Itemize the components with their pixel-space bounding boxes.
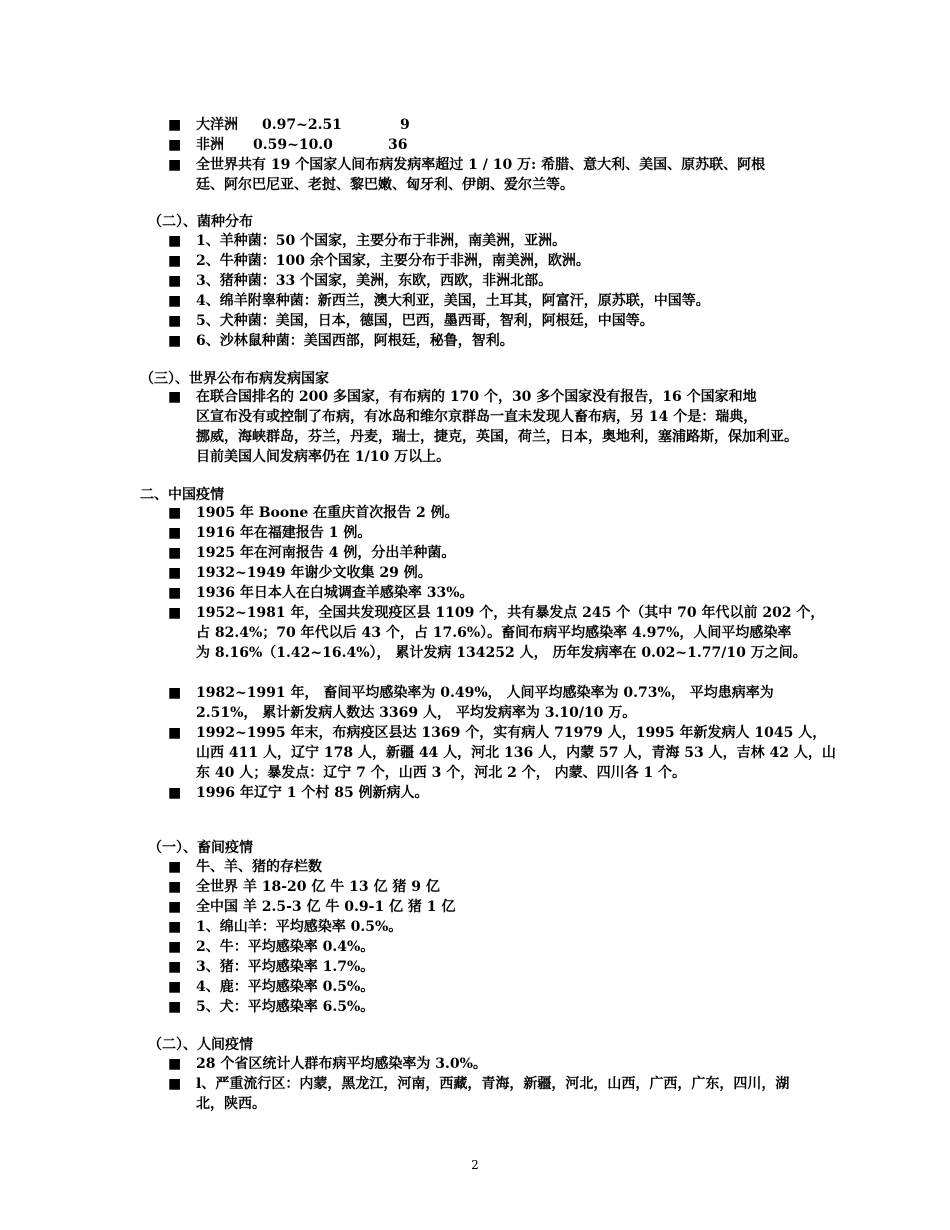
countries-line: 区宣布没有或控制了布病，有冰岛和维尔京群岛一直未发现人畜布病，另 14 个是：瑞典，: [196, 409, 758, 425]
continent-row: [168, 135, 181, 155]
bullet-icon: ■: [168, 157, 182, 173]
continent-range: 0.59~10.0: [253, 137, 333, 153]
china-item-line: 1996 年辽宁 1 个村 85 例新病人。: [196, 785, 429, 801]
bullet-icon: ■: [168, 1076, 182, 1092]
continent-range: 0.97~2.51: [262, 117, 342, 133]
china-item-line: 1982~1991 年， 畜间平均感染率为 0.49%， 人间平均感染率为 0.73%， 平均患病率为: [196, 685, 774, 701]
continent-count: 9: [400, 117, 410, 133]
livestock-item: 2、牛：平均感染率 0.4%。: [196, 939, 375, 955]
bullet-icon: ■: [168, 273, 182, 289]
continent-count: 36: [388, 137, 408, 153]
species-item: 5、犬种菌：美国，日本，德国，巴西，墨西哥，智利，阿根廷，中国等。: [196, 313, 654, 329]
bullet-icon: ■: [168, 525, 182, 541]
section-livestock-title: （一）、畜间疫情: [148, 840, 253, 856]
world-19-line-2: 廷、阿尔巴尼亚、老挝、黎巴嫩、匈牙利、伊朗、爱尔兰等。: [196, 177, 574, 193]
section-species-title: （二）、菌种分布: [148, 214, 253, 230]
bullet-icon: ■: [168, 605, 182, 621]
bullet-icon: ■: [168, 505, 182, 521]
page-number: 2: [471, 1158, 479, 1172]
bullet-icon: ■: [168, 293, 182, 309]
livestock-item: 全中国 羊 2.5-3 亿 牛 0.9-1 亿 猪 1 亿: [196, 899, 456, 915]
china-item-line: 1992~1995 年末，布病疫区县达 1369 个，实有病人 71979 人，1995 年新发病人 1045 人，: [196, 725, 827, 741]
china-item-line: 东 40 人；暴发点：辽宁 7 个，山西 3 个，河北 2 个， 内蒙、四川各 1 个。: [196, 765, 687, 781]
china-item-line: 占 82.4%；70 年代以后 43 个，占 17.6%）。畜间布病平均感染率 4.97%，人间平均感染率: [196, 625, 792, 641]
bullet-icon: ■: [168, 233, 182, 249]
section-human-title: （二）、人间疫情: [148, 1037, 253, 1053]
livestock-item: 3、猪：平均感染率 1.7%。: [196, 959, 375, 975]
bullet-icon: ■: [168, 919, 182, 935]
human-item-line: 北，陕西。: [196, 1096, 266, 1112]
world-19-line-1: 全世界共有 19 个国家人间布病发病率超过 1 / 10 万: 希腊、意大利、美国、原苏联、阿根: [196, 157, 766, 173]
bullet-icon: ■: [168, 899, 182, 915]
bullet-icon: ■: [168, 959, 182, 975]
species-item: 2、牛种菌：100 余个国家，主要分布于非洲，南美洲，欧洲。: [196, 253, 590, 269]
bullet-icon: ■: [168, 253, 182, 269]
china-item-line: 1925 年在河南报告 4 例，分出羊种菌。: [196, 545, 456, 561]
section-china-title: 二、中国疫情: [140, 487, 224, 503]
continent-row: [168, 115, 181, 135]
bullet-icon: ■: [168, 313, 182, 329]
bullet-icon: ■: [168, 389, 182, 405]
bullet-icon: ■: [168, 879, 182, 895]
countries-line: 在联合国排名的 200 多国家，有布病的 170 个，30 多个国家没有报告，16 个国家和地: [196, 389, 757, 405]
bullet-icon: ■: [168, 685, 182, 701]
human-item-line: 28 个省区统计人群布病平均感染率为 3.0%。: [196, 1056, 487, 1072]
bullet-icon: ■: [168, 999, 182, 1015]
bullet-icon: ■: [168, 785, 182, 801]
china-item-line: 1952~1981 年，全国共发现疫区县 1109 个，共有暴发点 245 个（其中 70 年代以前 202 个，: [196, 605, 825, 621]
china-item-line: 1905 年 Boone 在重庆首次报告 2 例。: [196, 505, 459, 521]
livestock-item: 全世界 羊 18-20 亿 牛 13 亿 猪 9 亿: [196, 879, 440, 895]
china-item-line: 1916 年在福建报告 1 例。: [196, 525, 372, 541]
bullet-icon: ■: [168, 1056, 182, 1072]
china-item-line: 山西 411 人，辽宁 178 人，新疆 44 人，河北 136 人，内蒙 57 人，青海 53 人，吉林 42 人，山: [196, 745, 836, 761]
bullet-icon: ■: [168, 333, 182, 349]
countries-line: 挪威，海峡群岛，芬兰，丹麦，瑞士，捷克，英国，荷兰，日本，奥地利，塞浦路斯，保加利亚。: [196, 429, 798, 445]
livestock-item: 4、鹿：平均感染率 0.5%。: [196, 979, 375, 995]
china-item-line: 1932~1949 年谢少文收集 29 例。: [196, 565, 432, 581]
species-item: 3、猪种菌：33 个国家，美洲，东欧，西欧，非洲北部。: [196, 273, 553, 289]
china-item-line: 为 8.16%（1.42~16.4%）， 累计发病 134252 人， 历年发病率在 0.02~1.77/10 万之间。: [196, 645, 807, 661]
section-countries-title: （三）、世界公布布病发病国家: [140, 371, 329, 387]
countries-line: 目前美国人间发病率仍在 1/10 万以上。: [196, 449, 451, 465]
bullet-icon: ■: [168, 859, 182, 875]
china-item-line: 1936 年日本人在白城调查羊感染率 33%。: [196, 585, 474, 601]
bullet-icon: ■: [168, 585, 182, 601]
species-item: 4、绵羊附睾种菌：新西兰，澳大利亚，美国，土耳其，阿富汗，原苏联，中国等。: [196, 293, 710, 309]
species-item: 1、羊种菌：50 个国家，主要分布于非洲，南美洲，亚洲。: [196, 233, 567, 249]
livestock-item: 牛、羊、猪的存栏数: [196, 859, 322, 875]
bullet-icon: ■: [168, 725, 182, 741]
bullet-icon: ■: [168, 545, 182, 561]
species-item: 6、沙林鼠种菌：美国西部，阿根廷，秘鲁，智利。: [196, 333, 514, 349]
bullet-icon: ■: [168, 117, 182, 133]
bullet-icon: ■: [168, 939, 182, 955]
continent-name: 大洋洲: [196, 117, 238, 133]
livestock-item: 5、犬：平均感染率 6.5%。: [196, 999, 375, 1015]
human-item-line: l、严重流行区：内蒙，黑龙江，河南，西藏，青海，新疆，河北，山西，广西，广东，四川，湖: [196, 1076, 790, 1092]
livestock-item: 1、绵山羊：平均感染率 0.5%。: [196, 919, 403, 935]
continent-name: 非洲: [196, 137, 224, 153]
bullet-icon: ■: [168, 565, 182, 581]
china-item-line: 2.51%， 累计新发病人数达 3369 人， 平均发病率为 3.10/10 万。: [196, 705, 637, 721]
bullet-icon: ■: [168, 137, 182, 153]
bullet-icon: ■: [168, 979, 182, 995]
